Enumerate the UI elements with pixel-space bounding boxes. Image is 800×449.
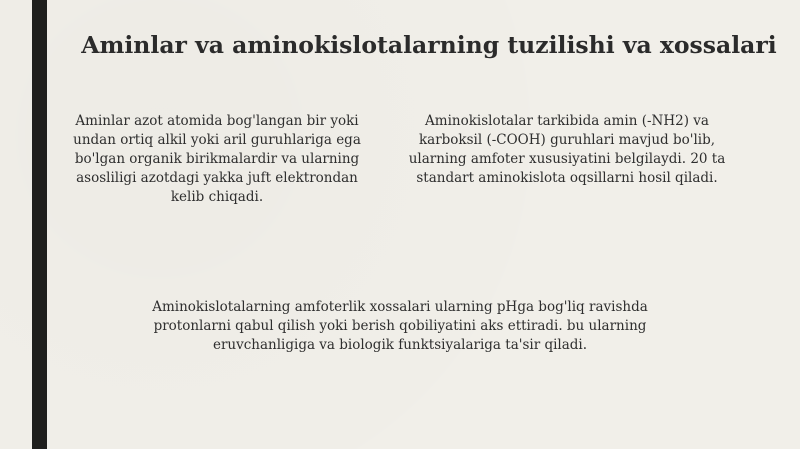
amines-paragraph: Aminlar azot atomida bog'langan bir yoki undan ortiq alkil yoki aril guruhlariga ega bo'lgan organik birikmalardir va ularning asosliligi azotdagi yakka juft elektrondan kelib chiqadi. bbox=[73, 113, 361, 205]
amino-acids-paragraph: Aminokislotalar tarkibida amin (-NH2) va karboksil (-COOH) guruhlari mavjud bo'lib, ularning amfoter xususiyatini belgilaydi. 20 ta standart aminokislota oqsillarni hosil qiladi. bbox=[408, 113, 726, 186]
accent-bar bbox=[32, 0, 47, 449]
slide-title: Aminlar va aminokislotalarning tuzilishi va xossalari bbox=[81, 31, 777, 59]
amphoteric-properties-paragraph: Aminokislotalarning amfoterlik xossalari ularning pHga bog'liq ravishda protonlarni qabul qilish yoki berish qobiliyatini aks ettiradi. bu ularning eruvchanligiga va biologik funktsiyalariga ta'sir qiladi. bbox=[152, 299, 648, 353]
